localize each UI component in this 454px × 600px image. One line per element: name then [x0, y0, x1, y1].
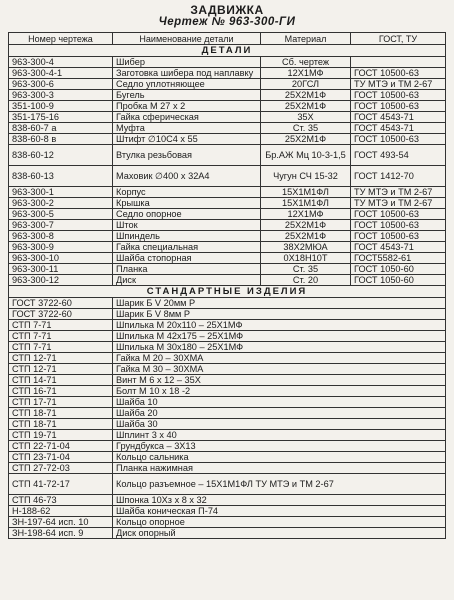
- table-row: [9, 408, 446, 419]
- table-row: [9, 430, 446, 441]
- table-cell: Шайба 20: [113, 408, 446, 419]
- table-cell: 963-300-4: [9, 57, 113, 68]
- table-row: [9, 123, 446, 134]
- specification-table: [8, 32, 446, 539]
- table-cell: Шпилька М 20х110 – 25Х1МФ: [113, 320, 446, 331]
- table-cell: Корпус: [113, 187, 261, 198]
- table-row: [9, 506, 446, 517]
- document-title: ЗАДВИЖКА: [190, 3, 264, 17]
- table-cell: Гайка М 20 – 30ХМА: [113, 353, 446, 364]
- table-cell: Шарик Б V 8мм Р: [113, 309, 446, 320]
- table-cell: Шпиндель: [113, 231, 261, 242]
- table-cell: Седло уплотняющее: [113, 79, 261, 90]
- table-cell: Грундбукса – 3Х13: [113, 441, 446, 452]
- table-row: [9, 264, 446, 275]
- table-cell: Пробка М 27 х 2: [113, 101, 261, 112]
- section-title: СТАНДАРТНЫЕ ИЗДЕЛИЯ: [9, 286, 446, 298]
- table-cell: 25Х2М1Ф: [261, 90, 351, 101]
- table-row: [9, 166, 446, 187]
- table-row: [9, 353, 446, 364]
- table-cell: 351-100-9: [9, 101, 113, 112]
- table-row: [9, 198, 446, 209]
- table-cell: Шайба 30: [113, 419, 446, 430]
- table-row: [9, 309, 446, 320]
- table-row: [9, 209, 446, 220]
- table-cell: 15Х1М1ФЛ: [261, 198, 351, 209]
- table-cell: Маховик ∅400 х 32А4: [113, 166, 261, 187]
- table-cell: СТП 16-71: [9, 386, 113, 397]
- table-cell: 963-300-9: [9, 242, 113, 253]
- table-cell: Шайба коническая П-74: [113, 506, 446, 517]
- table-cell: 838-60-7 а: [9, 123, 113, 134]
- table-cell: Шарик Б V 20мм Р: [113, 298, 446, 309]
- column-header: ГОСТ, ТУ: [351, 33, 446, 45]
- table-cell: Шибер: [113, 57, 261, 68]
- table-row: [9, 463, 446, 474]
- table-cell: 838-60-13: [9, 166, 113, 187]
- table-cell: 25Х2М1Ф: [261, 134, 351, 145]
- table-row: [9, 528, 446, 539]
- section-header-standard: [9, 286, 446, 298]
- table-cell: СТП 18-71: [9, 419, 113, 430]
- table-cell: Гайка сферическая: [113, 112, 261, 123]
- table-row: [9, 517, 446, 528]
- table-row: [9, 57, 446, 68]
- table-row: [9, 220, 446, 231]
- table-cell: Чугун СЧ 15-32: [261, 166, 351, 187]
- table-row: [9, 419, 446, 430]
- table-cell: ГОСТ 3722-60: [9, 298, 113, 309]
- table-row: [9, 342, 446, 353]
- table-cell: ГОСТ 1050-60: [351, 275, 446, 286]
- table-row: [9, 275, 446, 286]
- table-cell: СТП 17-71: [9, 397, 113, 408]
- table-row: [9, 320, 446, 331]
- table-cell: ГОСТ 10500-63: [351, 134, 446, 145]
- table-row: [9, 79, 446, 90]
- table-cell: Седло опорное: [113, 209, 261, 220]
- table-cell: Гайка специальная: [113, 242, 261, 253]
- table-row: [9, 68, 446, 79]
- table-cell: 38Х2МЮА: [261, 242, 351, 253]
- table-cell: СТП 23-71-04: [9, 452, 113, 463]
- table-cell: 35Х: [261, 112, 351, 123]
- table-cell: СТП 18-71: [9, 408, 113, 419]
- table-row: [9, 112, 446, 123]
- table-cell: Шайба стопорная: [113, 253, 261, 264]
- table-cell: ГОСТ 10500-63: [351, 68, 446, 79]
- table-row: [9, 397, 446, 408]
- table-cell: Ст. 20: [261, 275, 351, 286]
- table-cell: ТУ МТЭ и ТМ 2-67: [351, 79, 446, 90]
- table-row: [9, 386, 446, 397]
- table-row: [9, 134, 446, 145]
- column-header: Номер чертежа: [9, 33, 113, 45]
- table-cell: Ст. 35: [261, 264, 351, 275]
- table-cell: Заготовка шибера под наплавку: [113, 68, 261, 79]
- table-cell: Кольцо разъемное – 15Х1М1ФЛ ТУ МТЭ и ТМ 2-67: [113, 474, 446, 495]
- table-cell: ГОСТ 10500-63: [351, 231, 446, 242]
- drawing-number: Чертеж № 963-300-ГИ: [158, 16, 296, 28]
- table-cell: ГОСТ 1050-60: [351, 264, 446, 275]
- table-cell: Втулка резьбовая: [113, 145, 261, 166]
- table-row: [9, 101, 446, 112]
- table-cell: 963-300-8: [9, 231, 113, 242]
- table-row: [9, 375, 446, 386]
- table-cell: 351-175-16: [9, 112, 113, 123]
- table-cell: ТУ МТЭ и ТМ 2-67: [351, 187, 446, 198]
- table-cell: ГОСТ 4543-71: [351, 112, 446, 123]
- table-cell: Шплинт 3 х 40: [113, 430, 446, 441]
- table-cell: Штифт ∅10С4 х 55: [113, 134, 261, 145]
- table-cell: СТП 19-71: [9, 430, 113, 441]
- table-cell: СТП 27-72-03: [9, 463, 113, 474]
- table-cell: 25Х2М1Ф: [261, 220, 351, 231]
- table-cell: 0Х18Н10Т: [261, 253, 351, 264]
- table-cell: Шпилька М 30х180 – 25Х1МФ: [113, 342, 446, 353]
- table-cell: Бугель: [113, 90, 261, 101]
- table-cell: 963-300-12: [9, 275, 113, 286]
- table-cell: ЗН-198-64 исп. 9: [9, 528, 113, 539]
- table-cell: 963-300-5: [9, 209, 113, 220]
- table-header-row: [9, 33, 446, 45]
- table-row: [9, 253, 446, 264]
- table-cell: ГОСТ 10500-63: [351, 220, 446, 231]
- table-cell: СТП 7-71: [9, 342, 113, 353]
- table-cell: Бр.АЖ Мц 10-3-1,5: [261, 145, 351, 166]
- table-cell: ГОСТ5582-61: [351, 253, 446, 264]
- table-cell: 963-300-11: [9, 264, 113, 275]
- table-cell: СТП 41-72-17: [9, 474, 113, 495]
- table-cell: Н-188-62: [9, 506, 113, 517]
- table-cell: ГОСТ 4543-71: [351, 242, 446, 253]
- table-cell: Шпонка 10Хз х 8 х 32: [113, 495, 446, 506]
- table-cell: ТУ МТЭ и ТМ 2-67: [351, 198, 446, 209]
- table-row: [9, 452, 446, 463]
- column-header: Материал: [261, 33, 351, 45]
- table-row: [9, 441, 446, 452]
- table-row: [9, 187, 446, 198]
- table-cell: Сб. чертеж: [261, 57, 351, 68]
- table-row: [9, 364, 446, 375]
- table-cell: 25Х2М1Ф: [261, 101, 351, 112]
- table-cell: 963-300-1: [9, 187, 113, 198]
- table-cell: Диск: [113, 275, 261, 286]
- table-cell: Кольцо сальника: [113, 452, 446, 463]
- table-cell: СТП 46-73: [9, 495, 113, 506]
- table-cell: 963-300-7: [9, 220, 113, 231]
- table-cell: СТП 12-71: [9, 353, 113, 364]
- table-cell: ГОСТ 3722-60: [9, 309, 113, 320]
- table-cell: Диск опорный: [113, 528, 446, 539]
- table-row: [9, 145, 446, 166]
- table-cell: Шайба 10: [113, 397, 446, 408]
- table-cell: ГОСТ 10500-63: [351, 209, 446, 220]
- table-cell: Шпилька М 42х175 – 25Х1МФ: [113, 331, 446, 342]
- table-cell: 25Х2М1Ф: [261, 231, 351, 242]
- table-cell: ГОСТ 10500-63: [351, 90, 446, 101]
- table-row: [9, 495, 446, 506]
- table-cell: Гайка М 30 – 30ХМА: [113, 364, 446, 375]
- table-row: [9, 90, 446, 101]
- table-cell: ГОСТ 10500-63: [351, 101, 446, 112]
- table-cell: ГОСТ 4543-71: [351, 123, 446, 134]
- table-cell: СТП 12-71: [9, 364, 113, 375]
- table-cell: Винт М 6 х 12 – 35Х: [113, 375, 446, 386]
- table-cell: ГОСТ 1412-70: [351, 166, 446, 187]
- table-cell: СТП 14-71: [9, 375, 113, 386]
- table-cell: 963-300-10: [9, 253, 113, 264]
- table-cell: Планка нажимная: [113, 463, 446, 474]
- table-cell: 963-300-3: [9, 90, 113, 101]
- table-cell: Кольцо опорное: [113, 517, 446, 528]
- table-cell: 963-300-6: [9, 79, 113, 90]
- table-cell: [351, 57, 446, 68]
- table-cell: 20ГСЛ: [261, 79, 351, 90]
- table-cell: Шток: [113, 220, 261, 231]
- table-cell: Крышка: [113, 198, 261, 209]
- table-cell: ЗН-197-64 исп. 10: [9, 517, 113, 528]
- table-row: [9, 298, 446, 309]
- table-cell: 963-300-4-1: [9, 68, 113, 79]
- table-cell: Болт М 10 х 18 -2: [113, 386, 446, 397]
- table-cell: 838-60-12: [9, 145, 113, 166]
- table-cell: 12Х1МФ: [261, 209, 351, 220]
- table-row: [9, 474, 446, 495]
- table-cell: 15Х1М1ФЛ: [261, 187, 351, 198]
- table-cell: Планка: [113, 264, 261, 275]
- table-row: [9, 231, 446, 242]
- table-cell: СТП 22-71-04: [9, 441, 113, 452]
- table-cell: 12Х1МФ: [261, 68, 351, 79]
- table-cell: 838-60-8 в: [9, 134, 113, 145]
- table-cell: ГОСТ 493-54: [351, 145, 446, 166]
- table-cell: Муфта: [113, 123, 261, 134]
- table-cell: 963-300-2: [9, 198, 113, 209]
- table-row: [9, 242, 446, 253]
- table-cell: СТП 7-71: [9, 320, 113, 331]
- table-row: [9, 331, 446, 342]
- table-cell: СТП 7-71: [9, 331, 113, 342]
- table-cell: Ст. 35: [261, 123, 351, 134]
- column-header: Наименование детали: [113, 33, 261, 45]
- section-header-parts: [9, 45, 446, 57]
- section-title: ДЕТАЛИ: [9, 45, 446, 57]
